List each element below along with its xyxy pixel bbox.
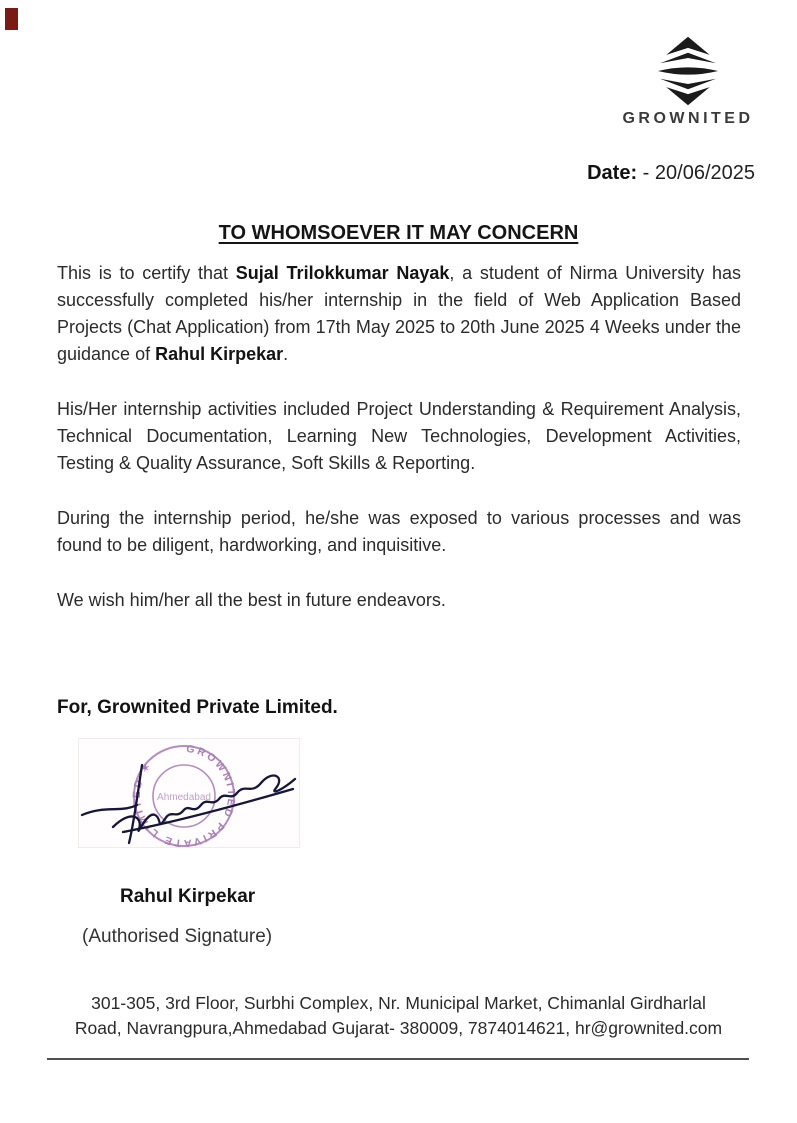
signatory-role: (Authorised Signature) [82,926,273,947]
handwritten-signature-icon [82,765,295,843]
svg-text:Ahmedabad: Ahmedabad [157,792,211,803]
closing-line: For, Grownited Private Limited. [57,697,338,718]
date-line [587,162,755,185]
footer-divider [47,1058,749,1060]
footer-address [30,991,767,1041]
document-title: TO WHOMSOEVER IT MAY CONCERN [218,222,579,244]
signature-stamp-area [78,738,300,848]
letter-body [57,260,741,642]
svg-text:GROWNITED PRIVATE LIMITED ✶: GROWNITED PRIVATE LIMITED ✶ [130,742,238,847]
paragraph-certify: This is to certify that Sujal Trilokkumar Nayak, a student of Nirma University has successfully completed his/her internship in the field of Web Application Based Projects (Chat Application) from 17th May 2025 to 20th June 2025 4 Weeks under the guidance of Rahul Kirpekar. [57,263,741,364]
company-stamp-icon [79,739,299,847]
brand-wordmark: GROWNITED [622,110,754,127]
paragraph-wishes: We wish him/her all the best in future endeavors. [57,590,446,610]
footer-address-line2: Road, Navrangpura,Ahmedabad Gujarat- 380009, 7874014621, hr@grownited.com [74,1018,723,1038]
diamond-logo-icon [655,36,721,106]
paragraph-activities: His/Her internship activities included Project Understanding & Requirement Analysis, Technical Documentation, Learning New Technologies, Development Activities, Testing & Quality Assurance, Soft Skills & Reporting. [57,399,741,473]
date-value: - 20/06/2025 [642,162,755,184]
corner-red-mark [5,8,18,30]
footer-address-line1: 301-305, 3rd Floor, Surbhi Complex, Nr. Municipal Market, Chimanlal Girdharlal [91,993,706,1013]
paragraph-conduct: During the internship period, he/she was exposed to various processes and was found to be diligent, hardworking, and inquisitive. [57,508,741,555]
company-logo [608,36,768,128]
guide-name: Rahul Kirpekar [155,344,284,364]
student-name: Sujal Trilokkumar Nayak [235,263,450,283]
signatory-name: Rahul Kirpekar [120,886,256,907]
date-label: Date: [587,162,638,184]
